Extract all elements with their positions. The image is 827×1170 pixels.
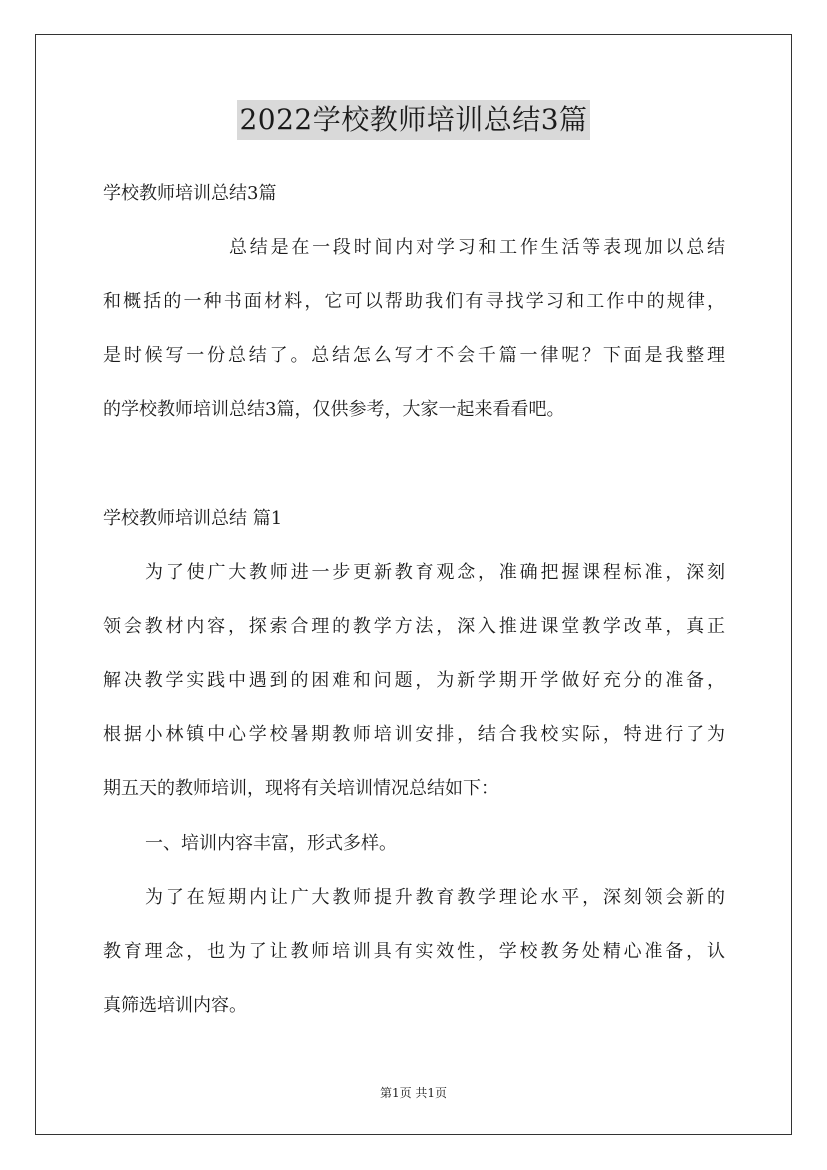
document-subtitle: 学校教师培训总结3篇 <box>103 183 277 204</box>
paragraph-line: 解决教学实践中遇到的困难和问题，为新学期开学做好充分的准备， <box>103 670 725 691</box>
paragraph-line: 教育理念，也为了让教师培训具有实效性，学校教务处精心准备，认 <box>103 941 725 962</box>
intro-line-2: 和概括的一种书面材料，它可以帮助我们有寻找学习和工作中的规律， <box>103 291 725 312</box>
section-heading: 学校教师培训总结 篇1 <box>103 508 283 529</box>
paragraph-line: 根据小林镇中心学校暑期教师培训安排，结合我校实际，特进行了为 <box>103 724 725 745</box>
paragraph-line: 领会教材内容，探索合理的教学方法，深入推进课堂教学改革，真正 <box>103 616 725 637</box>
paragraph-line: 为了在短期内让广大教师提升教育教学理论水平，深刻领会新的 <box>145 887 725 908</box>
point-heading: 一、培训内容丰富，形式多样。 <box>145 833 397 854</box>
intro-line-1: 总结是在一段时间内对学习和工作生活等表现加以总结 <box>229 237 725 258</box>
paragraph-line: 期五天的教师培训，现将有关培训情况总结如下： <box>103 778 499 799</box>
title-container <box>0 100 827 140</box>
paragraph-line: 真筛选培训内容。 <box>103 995 247 1016</box>
document-title: 2022学校教师培训总结3篇 <box>237 100 589 140</box>
intro-line-4: 的学校教师培训总结3篇，仅供参考，大家一起来看看吧。 <box>103 399 565 420</box>
page-footer: 第1页 共1页 <box>379 1086 448 1100</box>
intro-line-3: 是时候写一份总结了。总结怎么写才不会千篇一律呢？下面是我整理 <box>103 345 725 366</box>
paragraph-line: 为了使广大教师进一步更新教育观念，准确把握课程标准，深刻 <box>145 562 725 583</box>
